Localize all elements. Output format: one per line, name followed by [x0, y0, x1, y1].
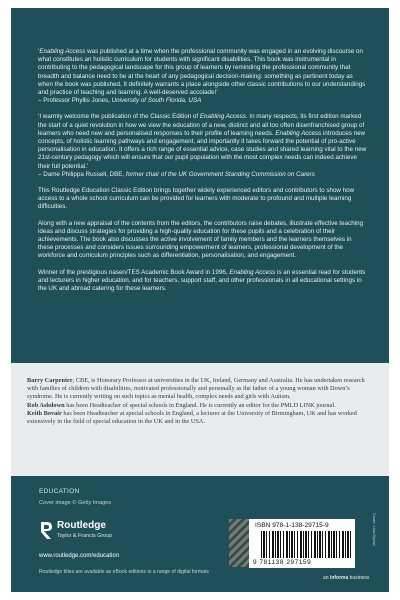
- back-cover: [11, 8, 389, 592]
- barcode-icon: [261, 531, 351, 558]
- informa-tagline: [323, 575, 369, 581]
- cover-designer-credit: Cover: Lisa Dynan: [372, 513, 377, 546]
- award-paragraph: [38, 269, 368, 294]
- author-bio-text: has been Headteacher at special schools in England, a lecturer at the University of Birmingham, UK and has worked extensively in the field of special education in the UK and in the USA.: [27, 409, 357, 426]
- informa-brand: informa: [329, 575, 349, 581]
- award-text: is an essential read for students and lecturers in higher education, and for teachers, support staff, and other professionals in all educational settings in the UK and abroad catering for these learners.: [38, 268, 366, 293]
- author-bio: [27, 402, 377, 410]
- publisher-group: Taylor & Francis Group: [57, 533, 113, 539]
- routledge-logo-icon: [39, 519, 54, 541]
- cover-thumbnail: [229, 519, 249, 567]
- review-attribution-name: – Professor Phyllis Jones,: [38, 97, 112, 105]
- review-text: ‘I warmly welcome the publication of the Classic Edition of: [38, 113, 200, 121]
- book-title-ref: Enabling Access: [199, 113, 246, 121]
- book-title-ref: Enabling Access: [229, 268, 276, 276]
- review-text: . In many respects, its first edition marked the start of a quiet revolution in how we view the education of a new, distinct and all too often disenfranchised group of learners who need new and personalised responses to their profile of learning needs.: [38, 113, 365, 137]
- author-bio: [27, 377, 377, 402]
- author-name: Rob Ashdown: [27, 401, 65, 409]
- author-bio-text: has been Headteacher of special schools in England. He is currently an editor for the PMLD LINK journal.: [64, 401, 336, 409]
- author-bios: [27, 377, 377, 426]
- review-attribution-name: – Dame Philippa Russell, DBE,: [38, 170, 126, 178]
- review-text: was published at a time when the professional community was engaged in an evolving discourse on what constitutes an holistic curriculum for students with significant disabilities. This book was instrumental in contributing to the pedagogical landscape for this group of learners by reminding the professional community that breadth and balance need to be at the heart of any pedagogical decision-making: something as pertinent today as when the book was published. It definitely warrants a place alongside other classic contributions to our understandings and practice of teaching and learning. A well-deserved accolade!’: [38, 48, 366, 97]
- barcode-panel: [249, 519, 355, 568]
- award-text: Winner of the prestigious nasen/TES Academic Book Award in 1996,: [38, 268, 230, 276]
- review-quote-jones: ‘Enabling Access was published at a time when the professional community was engaged in an evolving discourse on what constitutes an holistic curriculum for students with significant disabilities. This book was instrumental in contributing to the pedagogical landscape for this group of learners by reminding the professional community that breadth and balance need to be at the heart of any pedagogical decision-making: something as pertinent today as when the book was published. It definitely warrants a place alongside other classic contributions to our understandings and practice of teaching and learning. A well-deserved accolade!’ – Professor Phyllis Jones, University of South Florida, USA: [38, 48, 366, 105]
- cover-image-credit: Cover image © Getty Images: [39, 500, 112, 506]
- book-title-ref: Enabling Access: [39, 48, 86, 55]
- review-text: introduces new concepts, of holistic learning pathways and engagement, and importantly it takes forward the potential of pro-active personalisation in education. It offers a rich range of essential advice, case studies and shared learning vital to the new 21st-century pedagogy which will ensure that our pupil population with the most complex needs can indeed achieve their full potential.’: [38, 129, 367, 170]
- review-attribution-org: University of South Florida, USA: [111, 97, 202, 105]
- publisher-url: www.routledge.com/education: [39, 553, 120, 559]
- informa-prefix: an: [323, 575, 330, 581]
- isbn-label: ISBN 978-1-138-29715-9: [255, 522, 329, 529]
- barcode-digits: 9 781138 297159: [253, 559, 312, 566]
- author-bio-panel: [11, 363, 389, 476]
- ebook-note: Routledge titles are available as eBook editions in a range of digital formats: [39, 569, 209, 575]
- author-name: Keith Bovair: [27, 409, 62, 417]
- description-paragraph: This Routledge Education Classic Edition brings together widely experienced editors and contributors to show how access to a whole school curriculum can be provided for learners with moderate to profound and multiple learning difficulties.: [38, 187, 355, 211]
- review-attribution-org: former chair of the UK Government Standing Commission on Carers: [125, 170, 315, 178]
- author-bio: [27, 410, 377, 426]
- author-bio-text: , CBE, is Honorary Professor at universities in the UK, Ireland, Germany and Australia. He has undertaken research with families of children with disabilities, motivated professionally and personally as the father of a young woman with Down’s syndrome. He is currently writing on such topics as mental health, complex needs and girls with Autism.: [27, 377, 365, 401]
- review-quote-russell: [38, 113, 368, 179]
- publisher-name: Routledge: [57, 520, 106, 531]
- blurb: [38, 48, 368, 301]
- informa-suffix: business: [348, 575, 370, 581]
- author-name: Barry Carpenter: [27, 377, 73, 384]
- subject-category: EDUCATION: [39, 488, 80, 495]
- description-paragraph: Along with a new appraisal of the contents from the editors, the contributors raise debates, illustrate effective teaching ideas and discuss strategies for providing a high-quality education for these pupils and a celebration of their achievements. The book also discusses the active involvement of family members and the learners themselves in these processes and considers issues surrounding empowerment of learners, professional development of the workforce and curriculum principles such as differentiation, personalisation, and engagement.: [38, 219, 364, 260]
- book-title-ref: Enabling Access: [275, 129, 322, 137]
